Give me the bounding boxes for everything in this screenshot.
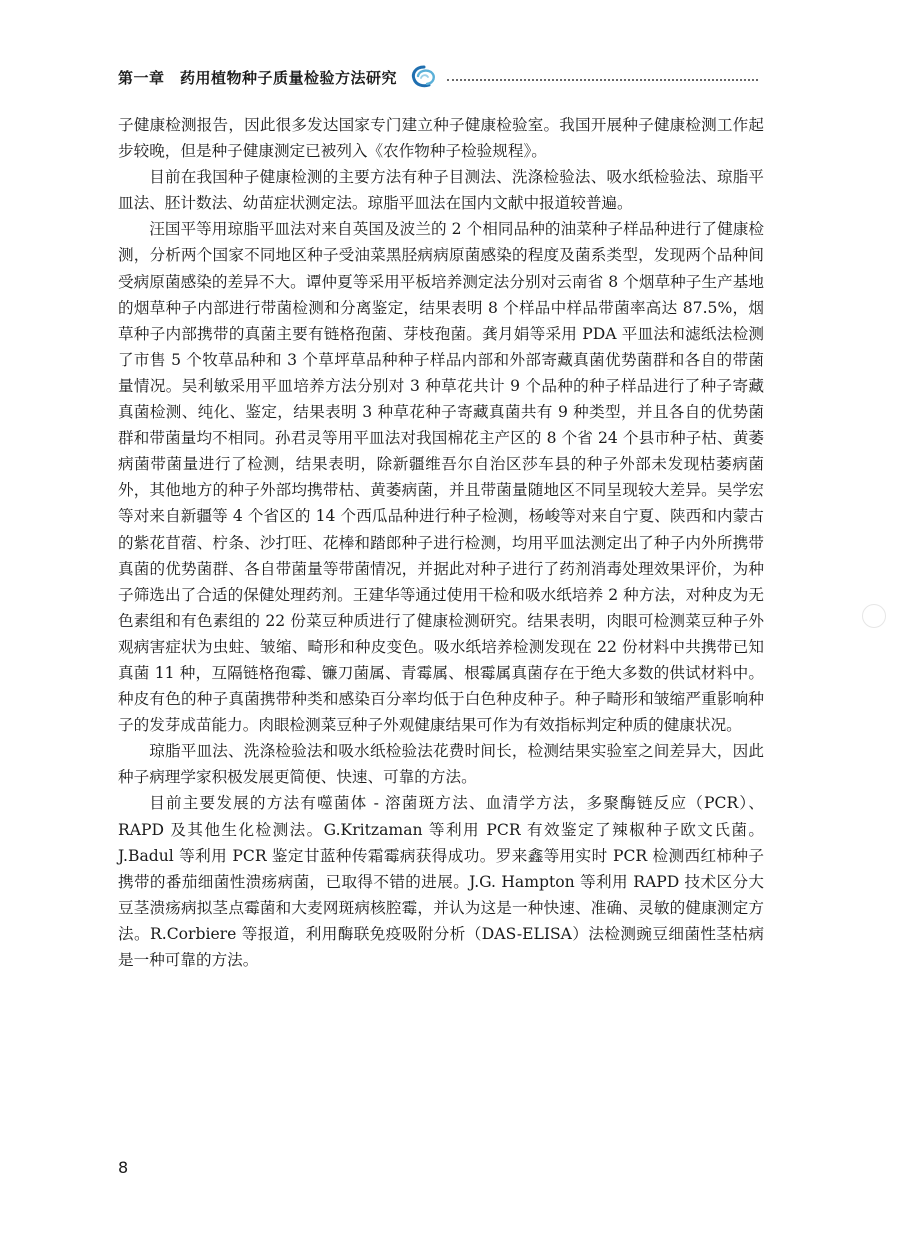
faint-stamp-mark (862, 604, 886, 628)
header-dotted-rule (447, 79, 758, 81)
swirl-logo-icon (409, 64, 439, 90)
running-header (118, 62, 758, 92)
paragraph-continued: 子健康检测报告，因此很多发达国家专门建立种子健康检验室。我国开展种子健康检测工作起步较晚，但是种子健康测定已被列入《农作物种子检验规程》。 (118, 116, 764, 161)
paragraph: 目前在我国种子健康检测的主要方法有种子目测法、洗涤检验法、吸水纸检验法、琼脂平皿法、胚计数法、幼苗症状测定法。琼脂平皿法在国内文献中报道较普遍。 (118, 168, 764, 213)
page-number: 8 (118, 1158, 129, 1177)
paragraph: 汪国平等用琼脂平皿法对来自英国及波兰的 2 个相同品种的油菜种子样品种进行了健康检测，分析两个国家不同地区种子受油菜黑胫病病原菌感染的程度及菌系类型，发现两个品种间受病原菌感染的差异不大。谭仲夏等采用平板培养测定法分别对云南省 8 个烟草种子生产基地的烟草种子内部进行带菌检测和分离鉴定，结果表明 8 个样品中样品带菌率高达 87.5%，烟草种子内部携带的真菌主要有链格孢菌、芽枝孢菌。龚月娟等采用 PDA 平皿法和滤纸法检测了市售 5 个牧草品种和 3 个草坪草品种种子样品内部和外部寄藏真菌优势菌群和各自的带菌量情况。吴利敏采用平皿培养方法分别对 3 种草花共计 9 个品种的种子样品进行了种子寄藏真菌检测、纯化、鉴定，结果表明 3 种草花种子寄藏真菌共有 9 种类型，并且各自的优势菌群和带菌量均不相同。孙君灵等用平皿法对我国棉花主产区的 8 个省 24 个县市种子枯、黄萎病菌带菌量进行了检测，结果表明，除新疆维吾尔自治区莎车县的种子外部未发现枯萎病菌外，其他地方的种子外部均携带枯、黄萎病菌，并且带菌量随地区不同呈现较大差异。吴学宏等对来自新疆等 4 个省区的 14 个西瓜品种进行种子检测，杨峻等对来自宁夏、陕西和内蒙古的紫花苜蓿、柠条、沙打旺、花棒和踏郎种子进行检测，均用平皿法测定出了种子内外所携带真菌的优势菌群、各自带菌量等带菌情况，并据此对种子进行了药剂消毒处理效果评价，为种子筛选出了合适的保健处理药剂。王建华等通过使用干检和吸水纸培养 2 种方法，对种皮为无色素组和有色素组的 22 份菜豆种质进行了健康检测研究。结果表明，肉眼可检测菜豆种子外观病害症状为虫蛀、皱缩、畸形和种皮变色。吸水纸培养检测发现在 22 份材料中共携带已知真菌 11 种，互隔链格孢霉、镰刀菌属、青霉属、根霉属真菌存在于绝大多数的供试材料中。种皮有色的种子真菌携带种类和感染百分率均低于白色种皮种子。种子畸形和皱缩严重影响种子的发芽成苗能力。肉眼检测菜豆种子外观健康结果可作为有效指标判定种质的健康状况。 (118, 220, 764, 735)
body-text (118, 112, 764, 973)
paragraph: 目前主要发展的方法有噬菌体 - 溶菌斑方法、血清学方法，多聚酶链反应（PCR）、RAPD 及其他生化检测法。G.Kritzaman 等利用 PCR 有效鉴定了辣椒种子欧文氏菌。J.Badul 等利用 PCR 鉴定甘蓝种传霜霉病获得成功。罗来鑫等用实时 PCR 检测西红柿种子携带的番茄细菌性溃疡病菌，已取得不错的进展。J.G. Hampton 等利用 RAPD 技术区分大豆茎溃疡病拟茎点霉菌和大麦网斑病核腔霉，并认为这是一种快速、准确、灵敏的健康测定方法。R.Corbiere 等报道，利用酶联免疫吸附分析（DAS-ELISA）法检测豌豆细菌性茎枯病是一种可靠的方法。 (118, 794, 764, 969)
paragraph: 琼脂平皿法、洗涤检验法和吸水纸检验法花费时间长，检测结果实验室之间差异大，因此种子病理学家积极发展更简便、快速、可靠的方法。 (118, 742, 764, 787)
chapter-title: 第一章 药用植物种子质量检验方法研究 (118, 68, 398, 87)
